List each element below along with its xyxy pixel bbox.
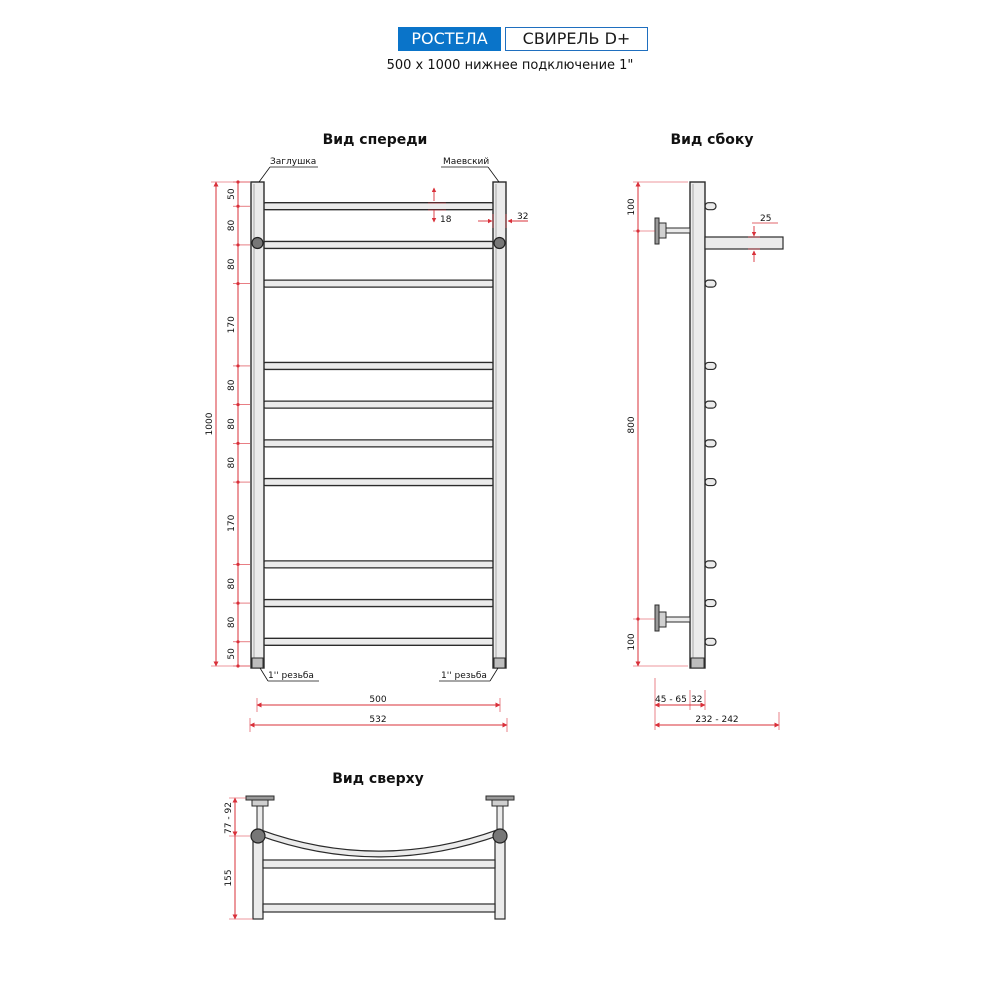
top-dim-shelf: 155	[224, 869, 234, 887]
top-right-flange	[486, 796, 514, 832]
top-left-pipe	[251, 829, 265, 843]
front-rung	[262, 561, 495, 568]
top-left-flange	[246, 796, 274, 832]
thread-right-label: 1'' резьба	[441, 671, 487, 681]
side-dim-bottom: 100	[627, 633, 637, 651]
rung-gap-label: 18	[440, 215, 452, 225]
model-label: СВИРЕЛЬ D+	[505, 27, 648, 51]
front-rung	[262, 280, 495, 287]
shelf-left-rail	[253, 838, 263, 919]
side-rung-stub	[705, 280, 716, 287]
dim-segment-label: 50	[227, 188, 237, 200]
width-axes-label: 500	[369, 695, 387, 705]
side-view	[627, 132, 783, 730]
side-dim-top: 100	[627, 198, 637, 216]
side-rung-stub	[705, 440, 716, 447]
front-rung	[262, 203, 495, 210]
dim-segment-label: 170	[227, 514, 237, 532]
subtitle: 500 x 1000 нижнее подключение 1"	[386, 58, 634, 73]
side-rung-stub	[705, 203, 716, 210]
upper-wall-mount	[655, 218, 690, 244]
top-view	[224, 771, 514, 919]
left-thread	[252, 658, 263, 668]
side-dim-middle: 800	[627, 416, 637, 434]
plug-label: Заглушка	[270, 157, 317, 167]
top-right-pipe	[493, 829, 507, 843]
front-view	[205, 132, 528, 732]
mayevsky-label: Маевский	[443, 157, 490, 167]
top-dim-mount: 77 - 92	[224, 802, 234, 834]
side-rung-stub	[705, 401, 716, 408]
dim-segment-label: 80	[227, 219, 237, 232]
dim-segment-label: 170	[227, 316, 237, 334]
depth-overall-label: 232 - 242	[695, 715, 739, 725]
front-rung	[262, 638, 495, 645]
dim-segment-label: 80	[227, 456, 237, 469]
pipe-diameter-label: 32	[517, 212, 529, 222]
side-view-title: Вид сбоку	[670, 132, 754, 148]
rung-section	[705, 237, 783, 249]
dim-segment-label: 80	[227, 616, 237, 629]
front-rung	[262, 362, 495, 369]
dim-segment-label: 80	[227, 258, 237, 271]
left-pipe	[251, 182, 264, 668]
front-rung	[262, 440, 495, 447]
side-rung-stub	[705, 561, 716, 568]
side-pipe	[690, 182, 705, 668]
brand-logo: РОСТЕЛА	[398, 27, 501, 51]
front-vertical-dimensions	[227, 180, 250, 667]
left-junction	[252, 238, 263, 249]
lower-wall-mount	[655, 605, 690, 631]
front-view-title: Вид спереди	[322, 132, 428, 148]
front-rung	[262, 600, 495, 607]
side-rung-stub	[705, 638, 716, 645]
dim-segment-label: 80	[227, 379, 237, 392]
right-pipe	[493, 182, 506, 668]
dim-segment-label: 80	[227, 577, 237, 590]
depth-pipe-label: 32	[691, 695, 703, 705]
shelf-right-rail	[495, 838, 505, 919]
dim-segment-label: 50	[227, 648, 237, 660]
depth-mount-label: 45 - 65	[655, 695, 687, 705]
side-rung-stub	[705, 600, 716, 607]
thread-left-label: 1'' резьба	[268, 671, 314, 681]
right-thread	[494, 658, 505, 668]
side-thread	[691, 658, 704, 668]
front-rung	[262, 479, 495, 486]
front-rung	[262, 241, 495, 248]
dim-segment-label: 80	[227, 418, 237, 430]
rung-diameter-label: 25	[760, 214, 772, 224]
shelf-front-rung	[263, 860, 495, 868]
front-rung	[262, 401, 495, 408]
width-overall-label: 532	[369, 715, 387, 725]
right-junction	[494, 238, 505, 249]
overall-height-label: 1000	[205, 412, 215, 436]
side-rung-stub	[705, 362, 716, 369]
side-rung-stub	[705, 479, 716, 486]
side-rung-stubs	[705, 203, 716, 646]
top-view-title: Вид сверху	[332, 771, 424, 787]
front-rungs	[262, 203, 495, 646]
shelf-back-rung	[263, 904, 495, 912]
